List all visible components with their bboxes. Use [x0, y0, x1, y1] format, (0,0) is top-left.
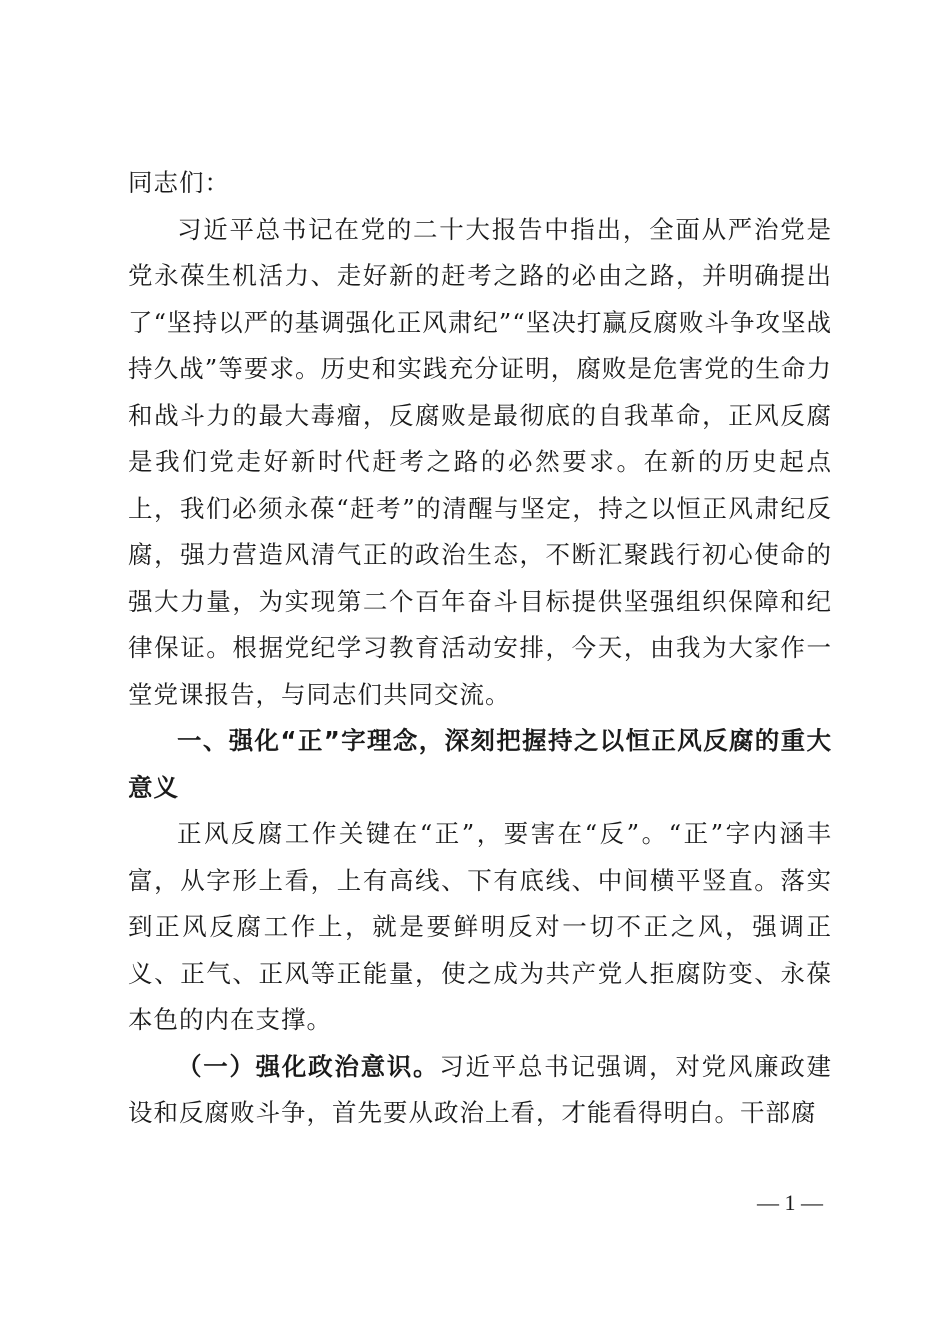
- page-number: — 1 —: [757, 1190, 823, 1215]
- subsection-1-text: 习近平总书记强调，对党风廉政建设和反腐败斗争，首先要从政治上看，才能看得明白。干部腐: [128, 1051, 833, 1127]
- subsection-heading-1: （一）强化政治意识。: [177, 1051, 440, 1081]
- document-body: [128, 160, 832, 1137]
- salutation: 同志们：: [128, 168, 230, 197]
- section-heading-1: 一、强化“正”字理念，深刻把握持之以恒正风反腐的重大意义: [128, 726, 832, 802]
- section-1-paragraph: 正风反腐工作关键在“正”，要害在“反”。“正”字内涵丰富，从字形上看，上有高线、下有底线、中间横平竖直。落实到正风反腐工作上，就是要鲜明反对一切不正之风，强调正义、正气、正风等正能量，使之成为共产党人拒腐防变、永葆本色的内在支撑。: [128, 819, 832, 1034]
- intro-paragraph: 习近平总书记在党的二十大报告中指出，全面从严治党是党永葆生机活力、走好新的赶考之路的必由之路，并明确提出了“坚持以严的基调强化正风肃纪”“坚决打赢反腐败斗争攻坚战持久战”等要求。历史和实践充分证明，腐败是危害党的生命力和战斗力的最大毒瘤，反腐败是最彻底的自我革命，正风反腐是我们党走好新时代赶考之路的必然要求。在新的历史起点上，我们必须永葆“赶考”的清醒与坚定，持之以恒正风肃纪反腐，强力营造风清气正的政治生态，不断汇聚践行初心使命的强大力量，为实现第二个百年奋斗目标提供坚强组织保障和纪律保证。根据党纪学习教育活动安排，今天，由我为大家作一堂党课报告，与同志们共同交流。: [128, 214, 832, 709]
- subsection-1-paragraph: [128, 1044, 832, 1137]
